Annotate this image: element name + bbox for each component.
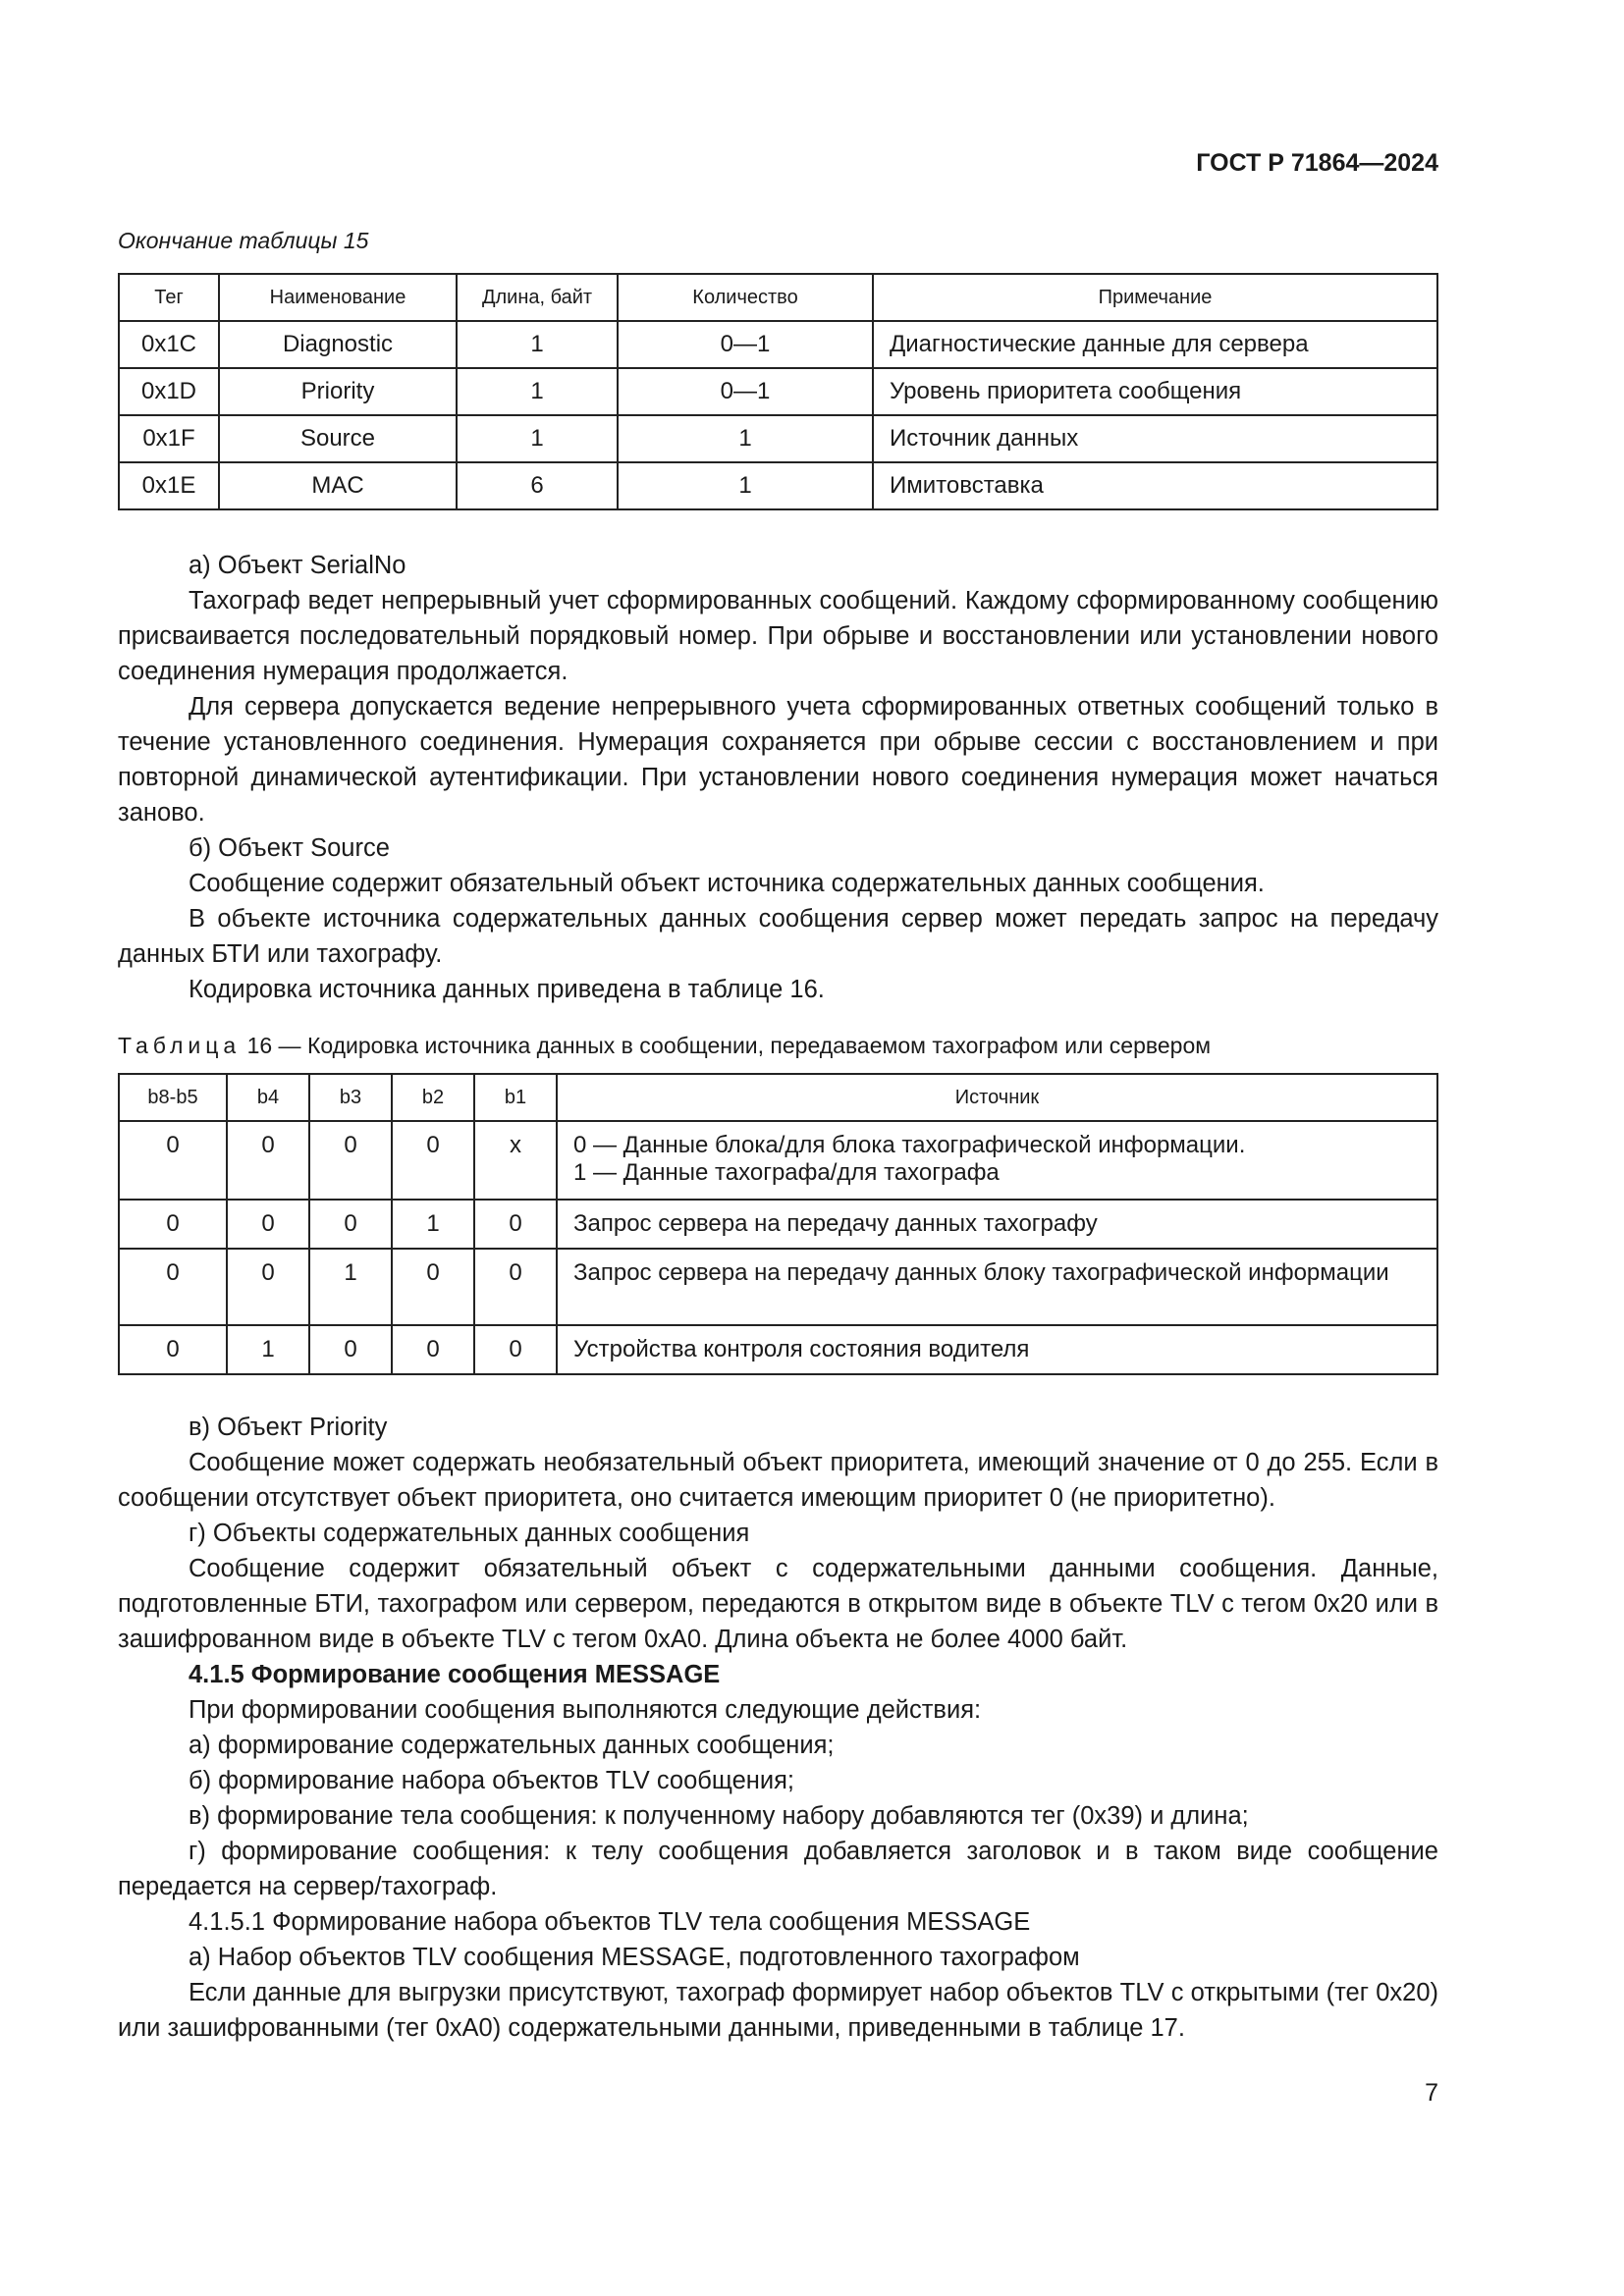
- column-header: b8-b5: [119, 1074, 227, 1121]
- paragraph: Тахограф ведет непрерывный учет сформированных сообщений. Каждому сформированному сообщению присваивается последовательный порядковый номер. При обрыве и восстановлении или установлении нового соединения нумерация продолжается.: [118, 587, 1438, 685]
- table-cell: 1: [457, 321, 618, 368]
- table-cell: 6: [457, 462, 618, 509]
- table-cell: 0x1C: [119, 321, 219, 368]
- table-cell: 1: [392, 1200, 474, 1249]
- table-cell: 0: [392, 1325, 474, 1374]
- paragraph: г) Объекты содержательных данных сообщения: [189, 1520, 750, 1547]
- column-header: Источник: [557, 1074, 1437, 1121]
- table-cell: 0: [119, 1249, 227, 1325]
- table-cell: 0: [309, 1121, 392, 1200]
- paragraph: Для сервера допускается ведение непрерывного учета сформированных ответных сообщений только в течение установленного соединения. Нумерация сохраняется при обрыве сессии с восстановлением и при повторной динамической аутентификации. При установлении нового соединения нумерация может начаться заново.: [118, 693, 1438, 827]
- table-row: [119, 321, 1437, 368]
- table-cell: 0: [474, 1325, 557, 1374]
- table-cell: 0: [474, 1200, 557, 1249]
- table-header-row: [119, 274, 1437, 321]
- column-header: b2: [392, 1074, 474, 1121]
- table-cell: x: [474, 1121, 557, 1200]
- column-header: b1: [474, 1074, 557, 1121]
- table-cell: 0—1: [618, 321, 873, 368]
- table-cell: 0: [309, 1325, 392, 1374]
- table-caption: Окончание таблицы 15: [118, 228, 369, 253]
- table-header-row: [119, 1074, 1437, 1121]
- paragraph: Если данные для выгрузки присутствуют, тахограф формирует набор объектов TLV с открытыми (тег 0x20) или зашифрованными (тег 0xA0) содержательными данными, приведенными в таблице 17.: [118, 1979, 1438, 2042]
- table-row: [119, 368, 1437, 415]
- table-row: [119, 1121, 1437, 1200]
- paragraph: а) Объект SerialNo: [189, 552, 406, 579]
- table-row: [119, 1325, 1437, 1374]
- cell-line: 1 — Данные тахографа/для тахографа: [573, 1159, 1000, 1186]
- table-cell: Источник данных: [873, 415, 1437, 462]
- table-cell: 0: [227, 1200, 309, 1249]
- table-cell: 1: [457, 368, 618, 415]
- table-16-caption: [118, 1033, 1211, 1059]
- paragraph: При формировании сообщения выполняются следующие действия:: [189, 1696, 982, 1724]
- list-item: а) формирование содержательных данных сообщения;: [189, 1732, 835, 1759]
- subsection-heading: 4.1.5.1 Формирование набора объектов TLV тела сообщения MESSAGE: [189, 1908, 1031, 1936]
- table-cell: 0x1D: [119, 368, 219, 415]
- table-cell: 0x1F: [119, 415, 219, 462]
- table-cell: 1: [457, 415, 618, 462]
- column-header: b4: [227, 1074, 309, 1121]
- paragraph: Сообщение содержит обязательный объект источника содержательных данных сообщения.: [189, 870, 1265, 897]
- table-cell: 0: [119, 1325, 227, 1374]
- section-serialno-source: [118, 548, 1438, 1007]
- table-cell: Запрос сервера на передачу данных тахографу: [557, 1200, 1437, 1249]
- table-cell: 0x1E: [119, 462, 219, 509]
- paragraph: Кодировка источника данных приведена в таблице 16.: [189, 976, 825, 1003]
- table-cell: Диагностические данные для сервера: [873, 321, 1437, 368]
- table-cell: 0: [227, 1249, 309, 1325]
- table-cell: 1: [309, 1249, 392, 1325]
- table-cell: MAC: [219, 462, 457, 509]
- table-cell: Source: [219, 415, 457, 462]
- table-cell: Устройства контроля состояния водителя: [557, 1325, 1437, 1374]
- section-heading: 4.1.5 Формирование сообщения MESSAGE: [189, 1661, 721, 1688]
- table-cell: 1: [227, 1325, 309, 1374]
- list-item: в) формирование тела сообщения: к полученному набору добавляются тег (0x39) и длина;: [189, 1802, 1249, 1830]
- table-label: Таблица: [118, 1033, 242, 1058]
- paragraph: В объекте источника содержательных данных сообщения сервер может передать запрос на передачу данных БТИ или тахографу.: [118, 905, 1438, 968]
- section-priority-message: [118, 1410, 1438, 2046]
- table-cell: 0—1: [618, 368, 873, 415]
- table-cell: Diagnostic: [219, 321, 457, 368]
- table-cell: 0: [119, 1121, 227, 1200]
- table-cell: 0: [392, 1121, 474, 1200]
- column-header: b3: [309, 1074, 392, 1121]
- column-header: Длина, байт: [457, 274, 618, 321]
- table-cell: 0: [392, 1249, 474, 1325]
- paragraph: Сообщение содержит обязательный объект с содержательными данными сообщения. Данные, подготовленные БТИ, тахографом или сервером, передаются в открытом виде в объекте TLV с тегом 0x20 или в зашифрованном виде в объекте TLV с тегом 0xA0. Длина объекта не более 4000 байт.: [118, 1555, 1438, 1653]
- table-15: [118, 273, 1438, 510]
- table-cell: Priority: [219, 368, 457, 415]
- table-row: [119, 1200, 1437, 1249]
- paragraph: б) Объект Source: [189, 834, 390, 862]
- table-cell: 0: [309, 1200, 392, 1249]
- column-header: Количество: [618, 274, 873, 321]
- column-header: Тег: [119, 274, 219, 321]
- paragraph: а) Набор объектов TLV сообщения MESSAGE, подготовленного тахографом: [189, 1944, 1080, 1971]
- table-row: [119, 1249, 1437, 1325]
- page-number: 7: [1425, 2079, 1438, 2107]
- table-caption-text: 16 — Кодировка источника данных в сообщении, передаваемом тахографом или сервером: [241, 1033, 1212, 1058]
- list-item: г) формирование сообщения: к телу сообщения добавляется заголовок и в таком виде сообщение передается на сервер/тахограф.: [118, 1838, 1438, 1900]
- table-cell: 0: [227, 1121, 309, 1200]
- column-header: Наименование: [219, 274, 457, 321]
- table-cell: Уровень приоритета сообщения: [873, 368, 1437, 415]
- table-row: [119, 462, 1437, 509]
- table-cell: 1: [618, 415, 873, 462]
- cell-line: 0 — Данные блока/для блока тахографической информации.: [573, 1132, 1246, 1158]
- table-16: [118, 1073, 1438, 1375]
- table-cell: [557, 1121, 1437, 1200]
- table-cell: 0: [119, 1200, 227, 1249]
- table-cell: 0: [474, 1249, 557, 1325]
- table-row: [119, 415, 1437, 462]
- list-item: б) формирование набора объектов TLV сообщения;: [189, 1767, 794, 1794]
- column-header: Примечание: [873, 274, 1437, 321]
- page-header: ГОСТ Р 71864—2024: [1196, 149, 1438, 177]
- paragraph: в) Объект Priority: [189, 1414, 388, 1441]
- table-cell: Имитовставка: [873, 462, 1437, 509]
- paragraph: Сообщение может содержать необязательный объект приоритета, имеющий значение от 0 до 255. Если в сообщении отсутствует объект приоритета, оно считается имеющим приоритет 0 (не приоритетно).: [118, 1449, 1438, 1512]
- table-cell: 1: [618, 462, 873, 509]
- table-cell: Запрос сервера на передачу данных блоку тахографической информации: [557, 1249, 1437, 1325]
